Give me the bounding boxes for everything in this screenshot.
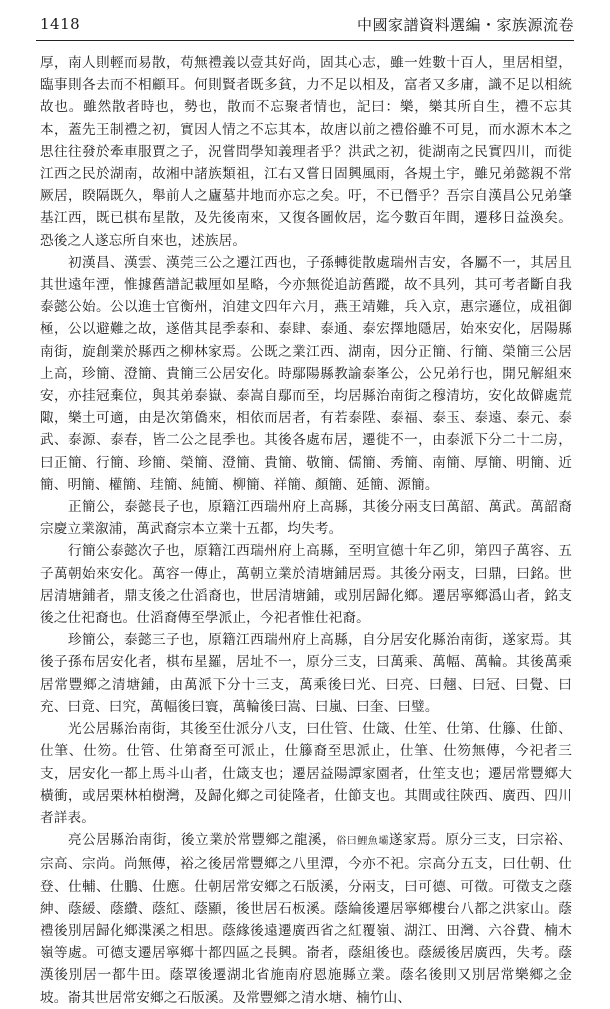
page-number: 1418	[40, 15, 81, 33]
inline-note: 俗曰鯉魚壩	[336, 836, 389, 848]
page-header	[0, 0, 610, 44]
body-text	[40, 52, 572, 1009]
paragraph-xingjian: 行簡公泰懿次子也，原籍江西瑞州府上高縣，至明宣德十年乙卯，第四子萬容、五子萬朝始來安化。萬容一傳止，萬朝立業於清塘鋪居焉。其後分兩支，曰鼎，曰銘。世居清塘鋪者，鼎支後之仕滔裔也，世居清塘鋪，或別居歸化鄉。遷居寧鄉潙山者，銘支後之仕祀裔也。仕滔裔傳至學派止，今祀者惟仕祀裔。	[40, 543, 572, 627]
running-head: 中國家譜資料選編・家族源流卷	[356, 16, 574, 34]
paragraph-liang: 亮公居縣治南街，後立業於常豐鄉之龍溪，俗曰鯉魚壩遂家焉。原分三支，曰宗裕、宗高、宗尚。尚無傳，裕之後居常豐鄉之八里潭，今亦不祀。宗高分五支，曰仕朝、仕登、仕輔、仕鵬、仕應。仕朝居常安鄉之石版溪，分兩支，曰可德、可徵。可徵支之蔭紳、蔭緩、蔭纘、蔭紅、蔭顯，後世居石板溪。蔭綸後遷居寧鄉樓台八都之洪家山。蔭禮後別居歸化鄉渫溪之相思。蔭緣後遠遷廣西省之紅覆嶺、湖江、田灣、六谷費、楠木嶺等處。可德支遷居寧鄉十都四區之長興。嵛者，蔭組後也。蔭緩後居廣西，失考。蔭漢後別居一都牛田。蔭罩後遷湖北省施南府恩施縣立業。蔭名後則又別居常樂鄉之金坡。嵛其世居常安鄉之石版溪。及常豐鄉之清水塘、楠竹山、	[40, 832, 573, 1006]
paragraph-continued: 厚，南人則輕而易散，苟無禮義以壹其好尚，固其心志，雖一姓數十百人，里居相望，臨事則各去而不相顧耳。何則賢者既多貧，力不足以相及，富者又多庸，識不足以相統故也。雖然散者時也，勢也，散而不忘聚者情也，記曰：樂，樂其所自生，禮不忘其本，蓋先王制禮之初，實因人情之不忘其本，故唐以前之禮俗雖不可見，而水源木本之思往往發於牽車服賈之子，況嘗問學知義理者乎？洪武之初，徙湖南之民實四川，而徙江西之民於湖南，故湘中諸族類祖，江右又嘗日固興風雨，各規土宇，雖兄弟懿親不常厥居，睽隔既久，舉前人之廬墓井地而亦忘之矣。吁，不已僭乎？吾宗自漢昌公兄弟肇基江西，既已棋布星散，及先後南來，又復各圖攸居，迄今數百年間，遷移日益渙矣。恐後之人遂忘所自來也，述族居。	[40, 55, 572, 249]
paragraph-zhenjian: 珍簡公，泰懿三子也，原籍江西瑞州府上高縣，自分居安化縣治南街，遂家焉。其後子孫布居安化者，棋布星羅，居址不一，原分三支，曰萬乘、萬幅、萬輪。其後萬乘居常豐鄉之清塘鋪，由萬派下分十三支，萬乘後曰光、曰亮、曰翹、曰冠、曰覺、曰充、曰竟、曰究，萬幅後曰寰，萬輪後曰嵩、曰嵐、曰奎、曰璧。	[40, 632, 572, 715]
paragraph-early-migration: 初漢昌、漢雲、漢莞三公之遷江西也，子孫轉徙散處瑞州吉安，各屬不一，其居且其世遠年湮，惟據舊譜記載厘如星略，今亦無從追訪舊蹤，故不具列，其可考者斷自我泰懿公始。公以進士官衡州，洎建文四年六月，燕王靖難，兵入京，惠宗遜位，成祖御極，公以避難之故，遂偕其昆季泰和、泰肆、泰通、泰宏擇地隱居，始來安化，居陽縣南街，旋創業於縣西之柳林家焉。公既之業江西、湖南，因分正簡、行簡、榮簡三公居上高，珍簡、澄簡、貴簡三公居安化。時鄢陽縣教諭泰峯公，公兄弟行也，開兄解組來安，亦挂冠棄位，與其弟泰嶽、泰嵩自鄢而至，均居縣治南街之穆清坊，安化故僻處荒陬，樂土可適，由是次第僑來，相依而居者，有若泰陞、泰福、泰玉、泰遠、泰元、泰武、泰源、泰春，皆二公之昆季也。其後各處布居，遷徙不一，由泰派下分二十二房，曰正簡、行簡、珍簡、榮簡、澄簡、貴簡、敬簡、儒簡、秀簡、南簡、厚簡、明簡、近簡、明簡、權簡、珪簡、純簡、柳簡、祥簡、顏簡、延簡、源簡。	[40, 254, 572, 493]
paragraph-zhengjian: 正簡公，泰懿長子也，原籍江西瑞州府上高縣，其後分兩支曰萬韶、萬武。萬韶裔宗慶立業溆浦，萬武裔宗本立業十五都，均失考。	[40, 499, 572, 538]
header-rule	[36, 40, 574, 41]
paragraph-guang: 光公居縣治南街，其後至仕派分八支，曰仕管、仕箴、仕笙、仕第、仕籐、仕節、仕筆、仕笏。仕管、仕第裔至可派止，仕籐裔至思派止，仕筆、仕笏無傳，今祀者三支，居安化一都上馬斗山者，仕箴支也；遷居益陽譚家園者，仕笙支也；遷居常豐鄉大橫衝，或居栗林柏樹灣，及歸化鄉之司徒隆者，仕節支也。其間或往陝西、廣西、四川者詳表。	[40, 721, 572, 826]
